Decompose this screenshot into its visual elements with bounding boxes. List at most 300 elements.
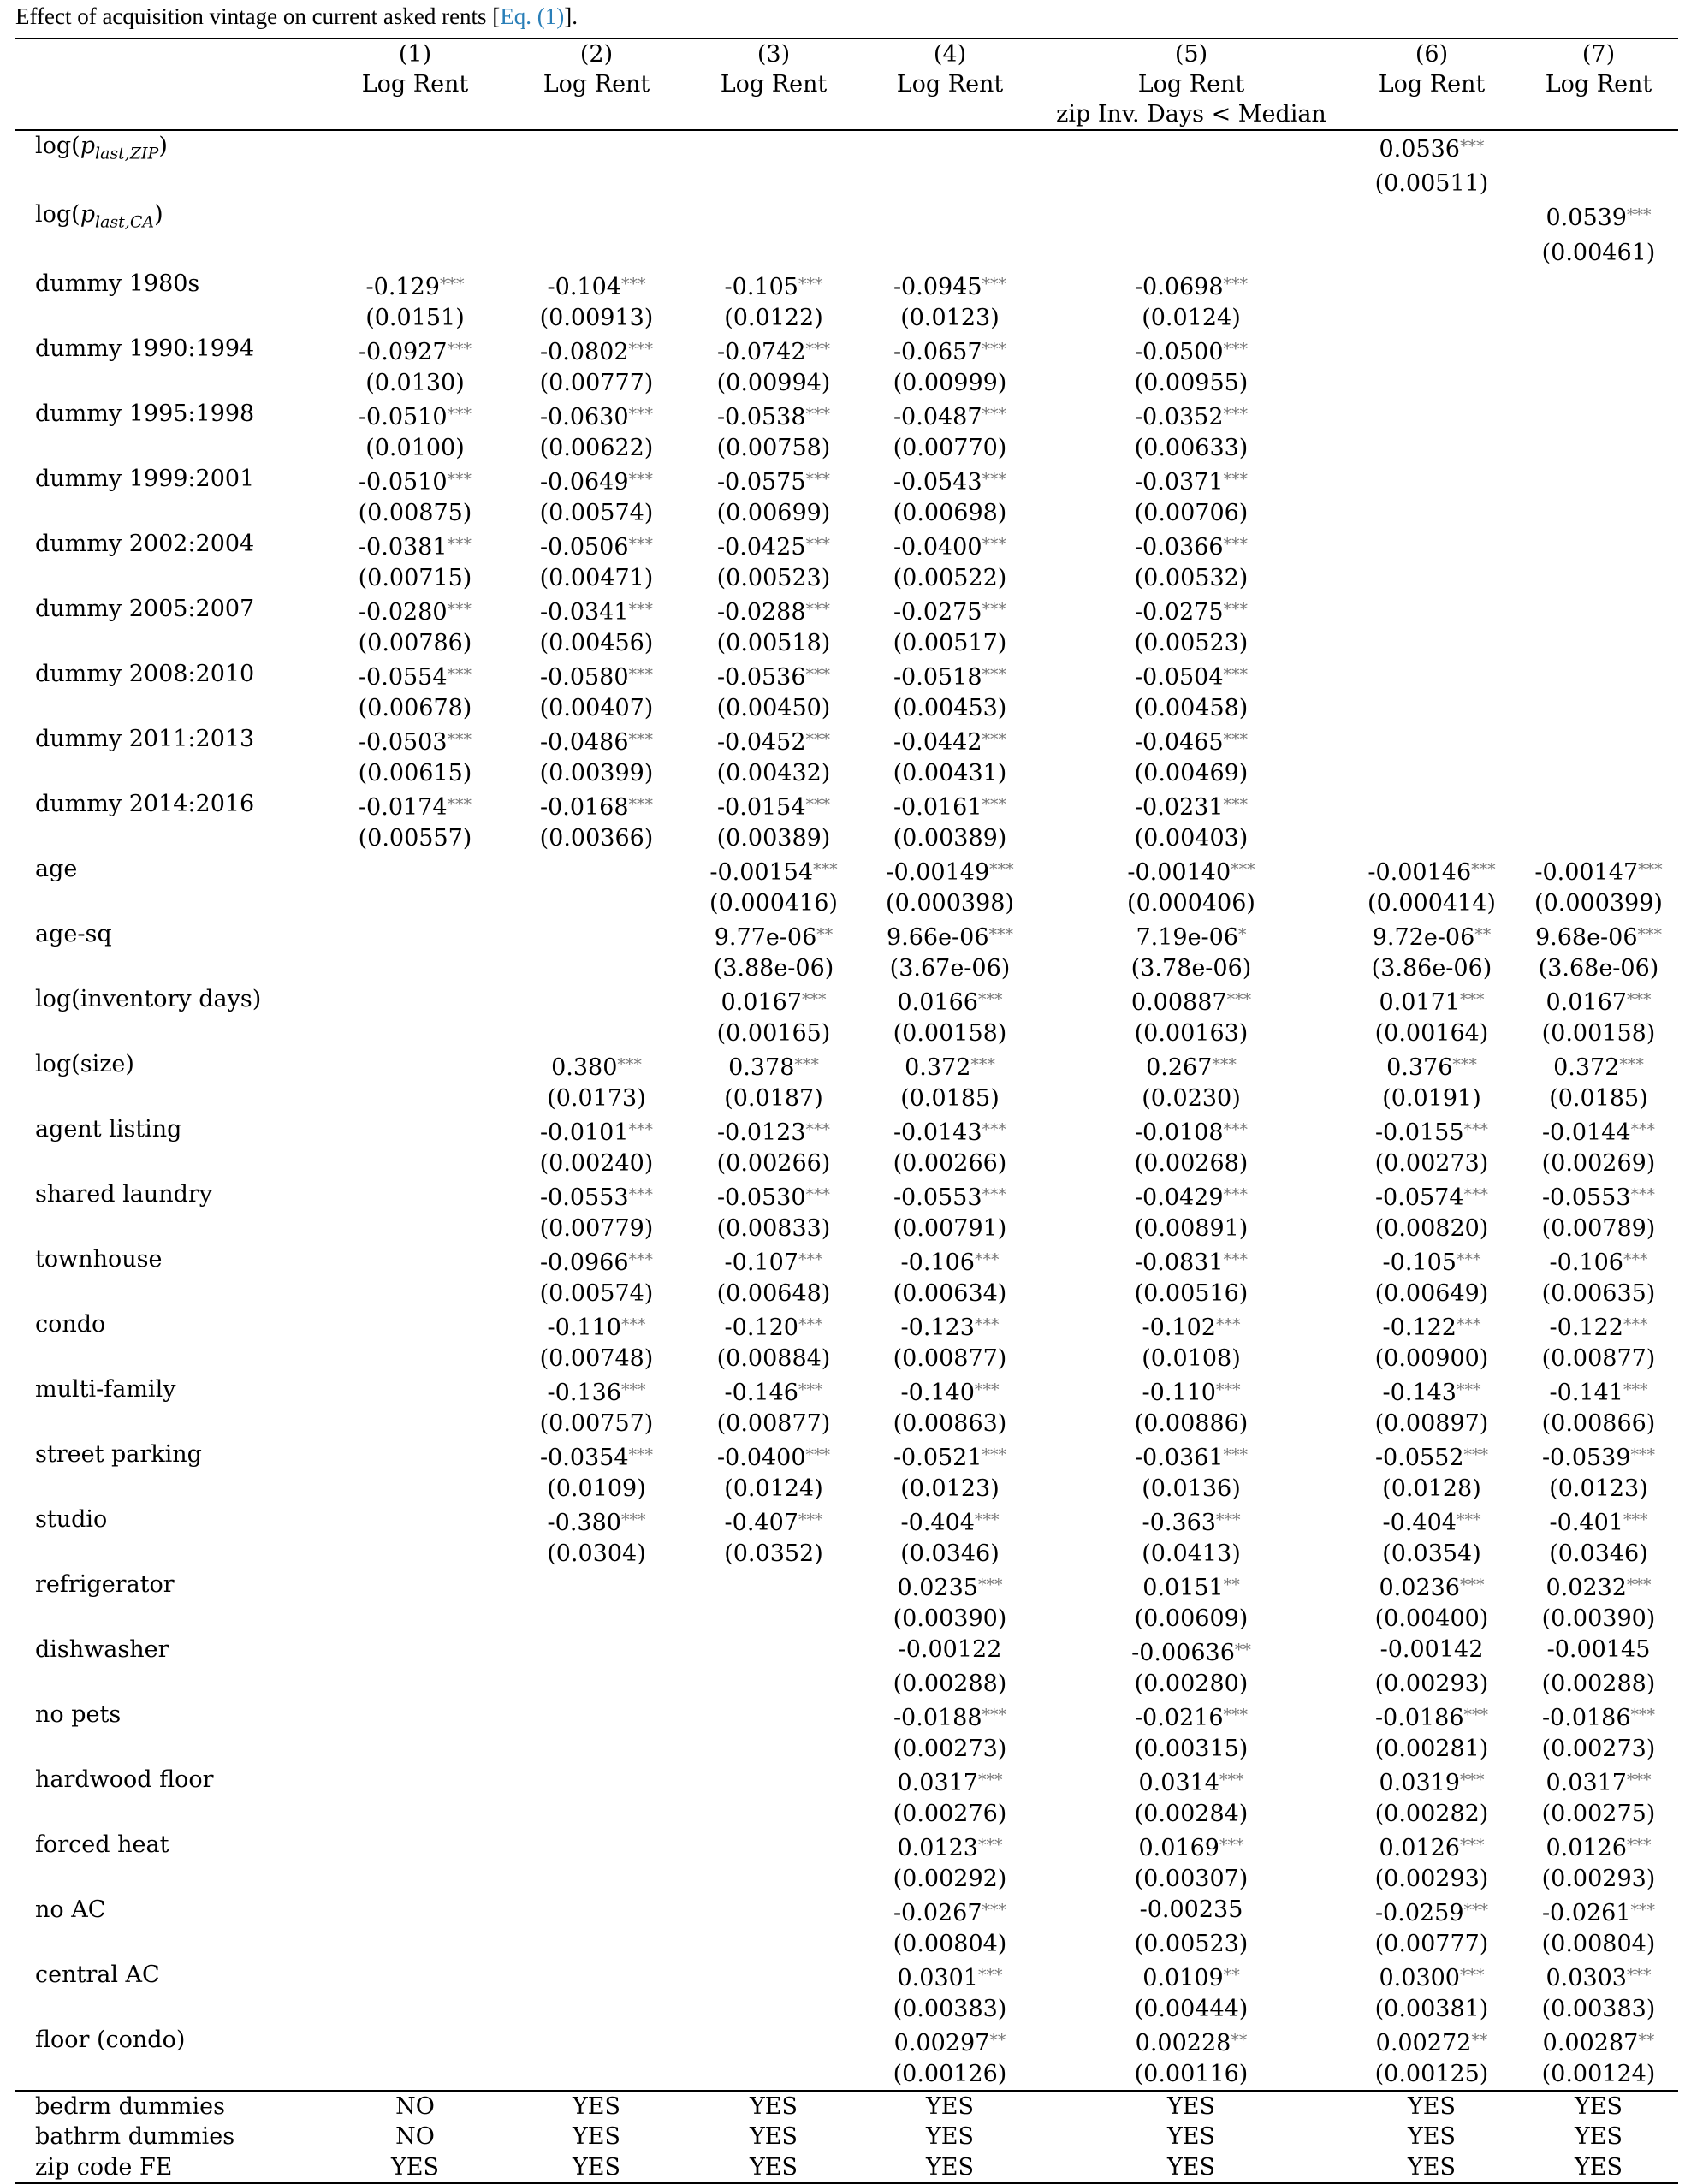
se-cell [1519,1734,1678,1765]
se-cell [862,1734,1038,1765]
coef-cell [685,199,862,237]
coefficient: 0.0126 [1379,1834,1460,1861]
standard-error: (0.0109) [547,1475,646,1502]
coef-cell [507,464,685,498]
se-cell [862,498,1038,529]
significance-stars: *** [1231,859,1255,879]
significance-stars: *** [1223,599,1249,619]
coef-row [15,334,1678,368]
empty-label [15,1734,323,1765]
coef-cell [1038,1114,1344,1148]
significance-stars: *** [1623,1510,1648,1529]
coefficient: -0.123 [900,1314,975,1341]
coef-cell [1038,1309,1344,1344]
significance-stars: *** [977,1835,1003,1855]
standard-error: (0.00273) [1541,1735,1656,1762]
significance-stars: *** [805,664,831,684]
variable-label: dummy 1980s [35,270,200,297]
coef-cell [323,854,507,888]
empty-label [15,1279,323,1309]
empty-label [15,628,323,659]
standard-error: (0.00164) [1374,1019,1489,1047]
standard-error: (0.00450) [716,694,831,721]
caption-end: ]. [564,3,578,29]
coefficient: 0.0169 [1138,1834,1219,1861]
se-cell [1519,1344,1678,1374]
se-cell [1038,1929,1344,1960]
significance-stars: *** [628,664,654,684]
coef-row [15,130,1678,169]
standard-error: (3.78e-06) [1130,954,1252,982]
se-cell [1038,628,1344,659]
se-cell [862,169,1038,199]
standard-error: (0.00648) [716,1279,831,1307]
coef-cell [1519,269,1678,303]
significance-stars: *** [982,1705,1007,1724]
significance-stars: *** [1223,1705,1249,1724]
se-cell [685,953,862,984]
dependent-variable: Log Rent [1378,71,1486,98]
standard-error: (0.00268) [1134,1149,1249,1177]
se-cell [507,953,685,984]
se-cell [1038,1344,1344,1374]
coefficient: -0.107 [724,1249,798,1276]
se-cell [1344,1409,1519,1439]
se-cell [1344,1799,1519,1830]
significance-stars: *** [1223,404,1249,424]
se-row [15,498,1678,529]
coefficient: -0.0580 [539,663,629,691]
se-cell [507,433,685,464]
se-cell [685,1279,862,1309]
standard-error: (0.00383) [1541,1995,1656,2022]
empty-label [15,1994,323,2025]
coefficient-rows [15,130,1678,2091]
significance-stars: *** [1471,859,1496,879]
coefficient: -0.0543 [893,468,982,496]
coef-cell [1344,1830,1519,1864]
coefficient: -0.0552 [1374,1444,1464,1471]
coefficient: -0.0261 [1541,1899,1631,1926]
coef-cell [507,724,685,758]
standard-error: (0.0352) [724,1540,823,1567]
se-cell [1519,238,1678,269]
coefficient: -0.0966 [539,1249,629,1276]
standard-error: (0.0123) [900,1475,1000,1502]
se-row [15,169,1678,199]
coef-row [15,1374,1678,1409]
se-cell [323,693,507,724]
se-cell [1344,1214,1519,1244]
empty-label [15,693,323,724]
coefficient: -0.0553 [1541,1184,1631,1211]
significance-stars: *** [1623,1249,1648,1269]
se-cell [323,1864,507,1895]
standard-error: (0.000416) [709,889,838,917]
coefficient: -0.0506 [539,533,629,561]
coef-cell [1038,1830,1344,1864]
control-value: YES [1574,2092,1623,2120]
control-value: YES [1407,2153,1457,2181]
significance-stars: *** [982,1445,1007,1464]
significance-stars: *** [439,274,465,294]
se-cell [1344,1018,1519,1049]
se-cell [1344,368,1519,399]
se-cell [862,1994,1038,2025]
significance-stars: *** [1223,1249,1249,1269]
standard-error: (0.00399) [539,759,654,786]
se-cell [1519,498,1678,529]
coef-cell [507,1244,685,1279]
se-cell [1519,1214,1678,1244]
coefficient: -0.0123 [716,1119,806,1146]
coefficient: -0.122 [1549,1314,1623,1341]
standard-error: (0.00458) [1134,694,1249,721]
se-cell [507,628,685,659]
column-number: (3) [756,41,791,68]
coef-cell [1519,1309,1678,1344]
significance-stars: ** [1223,1965,1240,1985]
coef-cell [1344,334,1519,368]
coefficient: -0.0400 [716,1444,806,1471]
coefficient: -0.0168 [539,793,629,821]
se-cell [1038,693,1344,724]
se-row [15,628,1678,659]
coef-cell [1344,1244,1519,1279]
coef-cell [507,269,685,303]
standard-error: (0.00523) [1134,1930,1249,1957]
coefficient: -0.0186 [1541,1704,1631,1731]
se-cell [1344,1083,1519,1114]
coef-cell [323,984,507,1018]
standard-error: (3.86e-06) [1371,954,1492,982]
empty-label [15,1604,323,1635]
standard-error: (0.00877) [893,1344,1007,1372]
significance-stars: ** [1231,2030,1248,2050]
se-cell [685,1474,862,1504]
standard-error: (0.00557) [358,824,472,852]
coef-cell [1038,199,1344,237]
coef-cell [685,269,862,303]
se-cell [507,1734,685,1765]
se-cell [1344,1669,1519,1700]
standard-error: (0.00955) [1134,369,1249,396]
significance-stars: *** [1223,274,1249,294]
coefficient: -0.106 [900,1249,975,1276]
se-cell [685,823,862,854]
significance-stars: *** [620,274,646,294]
coefficient: -0.0101 [539,1119,629,1146]
coef-cell [862,854,1038,888]
coefficient: 7.19e-06 [1136,923,1239,951]
se-cell [323,368,507,399]
coef-cell [1519,984,1678,1018]
se-cell [862,1669,1038,1700]
coef-row [15,1114,1678,1148]
coef-cell [862,1244,1038,1279]
coefficient: -0.404 [900,1509,975,1536]
significance-stars: *** [1452,1054,1477,1074]
coef-cell [1038,919,1344,953]
caption-text: Effect of acquisition vintage on current asked rents [ [15,3,501,29]
se-cell [507,1083,685,1114]
coef-cell [507,1960,685,1994]
coefficient: -0.0275 [893,598,982,626]
significance-stars: *** [447,404,472,424]
standard-error: (0.00288) [893,1670,1007,1697]
se-cell [862,1864,1038,1895]
empty-label [15,1864,323,1895]
coef-cell [862,789,1038,823]
column-number: (4) [933,41,967,68]
se-cell [862,433,1038,464]
se-cell [685,1148,862,1179]
se-row [15,303,1678,334]
coef-cell [862,529,1038,563]
significance-stars: *** [447,339,472,359]
standard-error: (0.00866) [1541,1410,1656,1437]
significance-stars: *** [628,404,654,424]
se-cell [507,1929,685,1960]
variable-label: dummy 2002:2004 [35,530,255,557]
coef-cell [1519,334,1678,368]
coefficient: -0.143 [1382,1379,1457,1406]
header-row [15,39,1678,130]
se-cell [507,2059,685,2091]
coefficient: -0.0352 [1134,403,1224,430]
se-cell [323,1734,507,1765]
coef-cell [862,919,1038,953]
control-row [15,2122,1678,2152]
se-row [15,758,1678,789]
significance-stars: *** [447,794,472,814]
column-note: zip Inv. Days < Median [1056,101,1326,128]
se-cell [685,1929,862,1960]
variable-label: log(inventory days) [35,985,262,1012]
coef-cell [1519,659,1678,693]
coefficient: -0.0553 [893,1184,982,1211]
coef-row [15,1309,1678,1344]
significance-stars: *** [1456,1249,1481,1269]
coef-cell [507,1114,685,1148]
significance-stars: *** [794,1054,819,1074]
variable-label: shared laundry [35,1180,213,1208]
significance-stars: *** [1623,1380,1648,1399]
coef-cell [1519,464,1678,498]
significance-stars: *** [977,1770,1003,1789]
coefficient: -0.0174 [358,793,448,821]
variable-label: age-sq [35,920,112,947]
coef-cell [1519,1635,1678,1669]
standard-error: (0.000406) [1127,889,1255,917]
significance-stars: *** [1459,1575,1485,1594]
coef-cell [323,594,507,628]
coefficient: -0.0510 [358,403,448,430]
coef-cell [685,1049,862,1083]
coef-cell [1344,1114,1519,1148]
significance-stars: *** [628,1119,654,1139]
se-cell [1519,1669,1678,1700]
coefficient: -0.0231 [1134,793,1224,821]
se-cell [1519,563,1678,594]
se-cell [1038,1734,1344,1765]
coefficient: -0.0155 [1374,1119,1464,1146]
significance-stars: *** [1626,1575,1652,1594]
coef-cell [862,2025,1038,2059]
significance-stars: *** [628,1249,654,1269]
coef-cell [862,1504,1038,1539]
se-cell [323,823,507,854]
coef-cell [1519,1700,1678,1734]
variable-label: multi-family [35,1375,176,1403]
se-cell [862,888,1038,919]
standard-error: (0.00453) [893,694,1007,721]
standard-error: (0.00273) [1374,1149,1489,1177]
se-cell [323,1604,507,1635]
coef-cell [323,464,507,498]
standard-error: (0.00124) [1541,2060,1656,2087]
significance-stars: *** [974,1510,1000,1529]
coef-cell [323,1700,507,1734]
se-cell [1038,1018,1344,1049]
se-cell [507,1344,685,1374]
se-cell [685,1018,862,1049]
significance-stars: *** [1626,1965,1652,1985]
significance-stars: *** [1459,1770,1485,1789]
standard-error: (0.00609) [1134,1605,1249,1632]
significance-stars: *** [974,1315,1000,1334]
column-header-5 [1038,39,1344,130]
se-cell [1344,1474,1519,1504]
standard-error: (0.00678) [358,694,472,721]
se-cell [1519,433,1678,464]
coefficient: 0.0317 [1546,1769,1627,1796]
se-cell [862,2059,1038,2091]
standard-error: (3.67e-06) [889,954,1011,982]
significance-stars: *** [1215,1380,1241,1399]
coef-row [15,1179,1678,1214]
coef-cell [1519,2025,1678,2059]
control-label: zip code FE [35,2153,173,2181]
coef-cell [507,919,685,953]
significance-stars: *** [970,1054,995,1074]
standard-error: (0.0346) [900,1540,1000,1567]
coef-cell [1519,1179,1678,1214]
coef-cell [323,199,507,237]
coef-cell [685,1439,862,1474]
se-cell [1519,303,1678,334]
column-number: (2) [579,41,614,68]
coef-cell [1038,854,1344,888]
control-value: YES [925,2153,975,2181]
coef-cell [323,1830,507,1864]
coef-cell [323,1895,507,1929]
significance-stars: *** [1459,1965,1485,1985]
coefficient: -0.401 [1549,1509,1623,1536]
coefficient: -0.146 [724,1379,798,1406]
se-cell [507,1669,685,1700]
variable-label: street parking [35,1440,202,1468]
se-cell [1519,628,1678,659]
control-value: YES [749,2153,798,2181]
variable-label: townhouse [35,1245,163,1273]
coef-cell [862,724,1038,758]
coefficient: 0.0126 [1546,1834,1627,1861]
se-cell [1344,823,1519,854]
empty-label [15,303,323,334]
control-value: YES [572,2092,621,2120]
se-cell [862,1214,1038,1244]
standard-error: (3.68e-06) [1538,954,1659,982]
se-cell [323,1799,507,1830]
column-header-2 [507,39,685,130]
empty-label [15,1148,323,1179]
coef-cell [1344,464,1519,498]
se-cell [862,1083,1038,1114]
coef-cell [1344,984,1519,1018]
significance-stars: *** [805,469,831,489]
significance-stars: *** [628,339,654,359]
coefficient: -0.0831 [1134,1249,1224,1276]
equation-link[interactable]: Eq. (1) [500,3,565,29]
standard-error: (0.00877) [1541,1344,1656,1372]
control-value: YES [572,2123,621,2151]
se-row [15,953,1678,984]
standard-error: (0.00284) [1134,1800,1249,1827]
significance-stars: *** [1215,1510,1241,1529]
se-cell [507,1409,685,1439]
coef-cell [323,1504,507,1539]
se-cell [507,1279,685,1309]
coefficient: -0.0161 [893,793,982,821]
coef-cell [862,1309,1038,1344]
standard-error: (0.0230) [1142,1084,1241,1112]
empty-label [15,1799,323,1830]
standard-error: (0.00403) [1134,824,1249,852]
coef-cell [685,1635,862,1669]
coef-cell [1344,269,1519,303]
coef-cell [1344,1960,1519,1994]
coef-cell [1519,919,1678,953]
coefficient: 0.372 [1553,1053,1620,1081]
standard-error: (0.00522) [893,564,1007,591]
se-cell [1344,169,1519,199]
coefficient: -0.129 [365,273,440,300]
coef-cell [685,464,862,498]
se-cell [1344,1864,1519,1895]
se-cell [323,433,507,464]
se-cell [862,368,1038,399]
coefficient: -0.0429 [1134,1184,1224,1211]
coef-cell [507,659,685,693]
standard-error: (0.00240) [539,1149,654,1177]
empty-label [15,2059,323,2091]
coefficient: 0.00887 [1130,988,1227,1016]
empty-label [15,953,323,984]
coef-cell [323,659,507,693]
se-cell [1038,1799,1344,1830]
empty-label [15,1018,323,1049]
se-cell [323,1344,507,1374]
coef-cell [1038,789,1344,823]
control-value: NO [395,2123,435,2151]
se-cell [1038,1279,1344,1309]
significance-stars: *** [974,1380,1000,1399]
coef-cell [1519,399,1678,433]
standard-error: (0.0124) [1142,304,1241,331]
standard-error: (0.00390) [1541,1605,1656,1632]
se-row [15,823,1678,854]
